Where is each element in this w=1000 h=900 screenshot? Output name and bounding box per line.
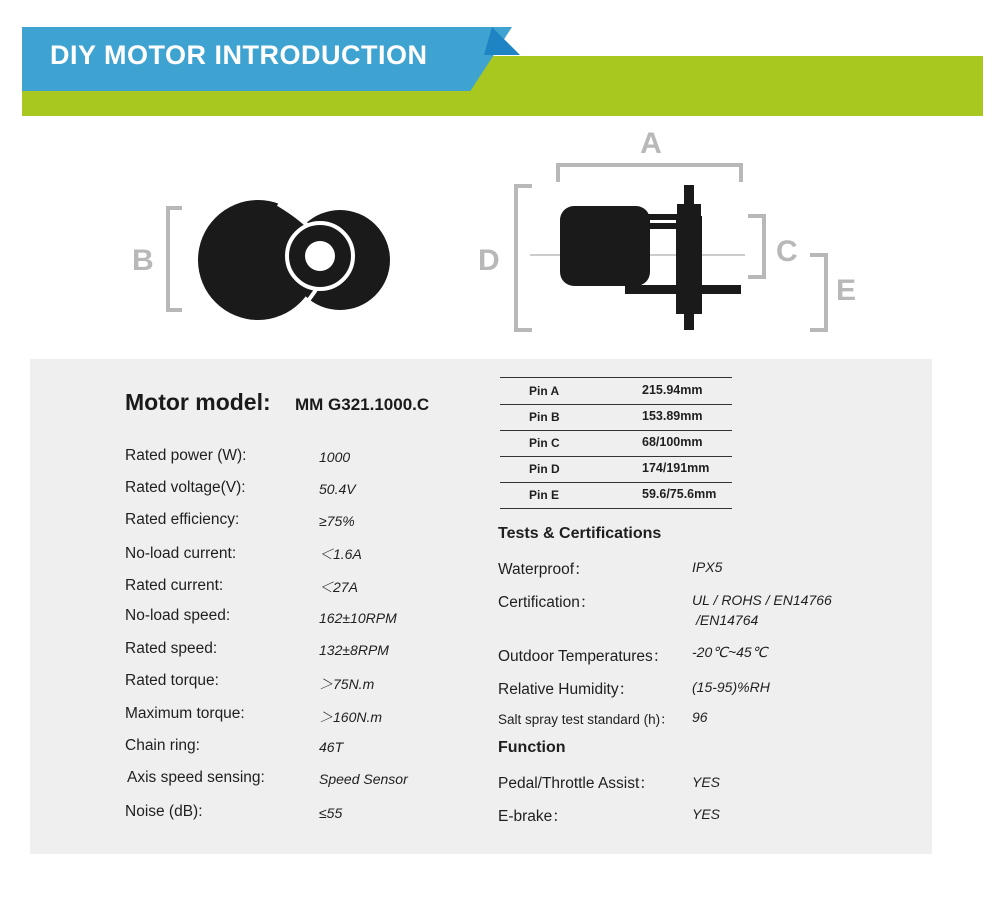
- function-label-e-brake: E-brake：: [498, 808, 568, 825]
- dimension-label-b: B: [132, 244, 154, 277]
- pin-e-value: 59.6/75.6mm: [642, 487, 717, 501]
- chain-ring-shaft: [646, 214, 680, 220]
- dimension-label-d: D: [478, 244, 500, 277]
- pin-a-value: 215.94mm: [642, 383, 703, 397]
- dimension-label-a: A: [640, 127, 662, 160]
- spec-value-rated-torque: ＞75N.m: [319, 676, 375, 692]
- pin-table-rule: [500, 430, 732, 431]
- spec-label-axis-speed-sensing: Axis speed sensing:: [127, 769, 265, 786]
- test-value-salt-spray: 96: [692, 709, 708, 725]
- pin-e-label: Pin E: [529, 488, 560, 502]
- motor-side-view-diagram: [120, 180, 410, 330]
- spec-value-no-load-current: ＜1.6A: [319, 546, 362, 562]
- pin-d-label: Pin D: [529, 462, 560, 476]
- pin-d-value: 174/191mm: [642, 461, 710, 475]
- test-value-waterproof: IPX5: [692, 559, 723, 575]
- test-value-outdoor-temperatures: -20℃~45℃: [692, 644, 768, 660]
- pin-c-label: Pin C: [529, 436, 560, 450]
- spec-label-rated-voltage: Rated voltage(V):: [125, 479, 246, 496]
- test-label-certification: Certification：: [498, 594, 596, 611]
- test-label-waterproof: Waterproof：: [498, 561, 590, 578]
- test-value-relative-humidity: (15-95)%RH: [692, 679, 770, 695]
- tests-section-title: Tests & Certifications: [498, 525, 662, 542]
- spec-value-rated-current: ＜27A: [319, 579, 358, 595]
- function-section-title: Function: [498, 739, 566, 756]
- spec-label-rated-speed: Rated speed:: [125, 640, 218, 657]
- bottom-bracket-shell: [676, 216, 702, 314]
- spec-label-rated-torque: Rated torque:: [125, 672, 219, 689]
- pin-table-rule: [500, 377, 732, 378]
- spec-label-rated-efficiency: Rated efficiency:: [125, 511, 240, 528]
- function-label-pedal-throttle-assist: Pedal/Throttle Assist：: [498, 775, 655, 792]
- dimension-label-e: E: [836, 274, 857, 307]
- crank-axle-hole: [305, 241, 335, 271]
- spec-value-axis-speed-sensing: Speed Sensor: [319, 771, 408, 787]
- pin-table-rule: [500, 508, 732, 509]
- spec-label-no-load-speed: No-load speed:: [125, 607, 231, 624]
- pin-table-rule: [500, 456, 732, 457]
- spec-label-rated-power: Rated power (W):: [125, 447, 247, 464]
- test-label-relative-humidity: Relative Humidity：: [498, 681, 635, 698]
- spec-value-rated-speed: 132±8RPM: [319, 642, 389, 658]
- spec-label-chain-ring: Chain ring:: [125, 737, 200, 754]
- spec-value-noise: ≤55: [319, 805, 343, 821]
- mounting-bracket: [625, 285, 741, 294]
- test-value-certification-line2: /EN14764: [696, 612, 759, 628]
- test-label-salt-spray: Salt spray test standard (h)：: [498, 712, 674, 727]
- dimension-label-c: C: [776, 235, 798, 268]
- pin-a-label: Pin A: [529, 384, 560, 398]
- page-title: DIY MOTOR INTRODUCTION: [50, 40, 428, 70]
- spec-label-no-load-current: No-load current:: [125, 545, 237, 562]
- test-value-certification: UL / ROHS / EN14766: [692, 592, 832, 608]
- pin-table-rule: [500, 404, 732, 405]
- pin-b-label: Pin B: [529, 410, 560, 424]
- pin-c-value: 68/100mm: [642, 435, 703, 449]
- motor-front-view-diagram: [470, 120, 890, 345]
- test-label-outdoor-temperatures: Outdoor Temperatures：: [498, 648, 669, 665]
- spec-value-rated-voltage: 50.4V: [319, 481, 356, 497]
- pin-table-rule: [500, 482, 732, 483]
- function-value-pedal-throttle-assist: YES: [692, 774, 721, 790]
- dimension-bracket-e: [810, 255, 826, 330]
- spec-value-no-load-speed: 162±10RPM: [319, 610, 397, 626]
- pin-b-value: 153.89mm: [642, 409, 703, 423]
- spec-label-maximum-torque: Maximum torque:: [125, 705, 245, 722]
- spec-value-chain-ring: 46T: [319, 739, 344, 755]
- motor-housing: [560, 206, 650, 286]
- spec-value-rated-power: 1000: [319, 449, 351, 465]
- dimension-bracket-c: [748, 216, 764, 277]
- motor-model-label: Motor model:: [125, 389, 271, 415]
- spec-label-noise: Noise (dB):: [125, 803, 203, 820]
- spec-label-rated-current: Rated current:: [125, 577, 224, 594]
- dimension-bracket-d: [516, 186, 532, 330]
- motor-model-value: MM G321.1000.C: [295, 395, 430, 414]
- chain-ring-shaft-lower: [646, 223, 680, 229]
- spec-value-rated-efficiency: ≥75%: [319, 513, 355, 529]
- dimension-bracket-a: [558, 165, 741, 182]
- crank-collar: [677, 204, 701, 216]
- function-value-e-brake: YES: [692, 806, 721, 822]
- dimension-bracket-b: [168, 208, 182, 310]
- spec-value-maximum-torque: ＞160N.m: [319, 709, 383, 725]
